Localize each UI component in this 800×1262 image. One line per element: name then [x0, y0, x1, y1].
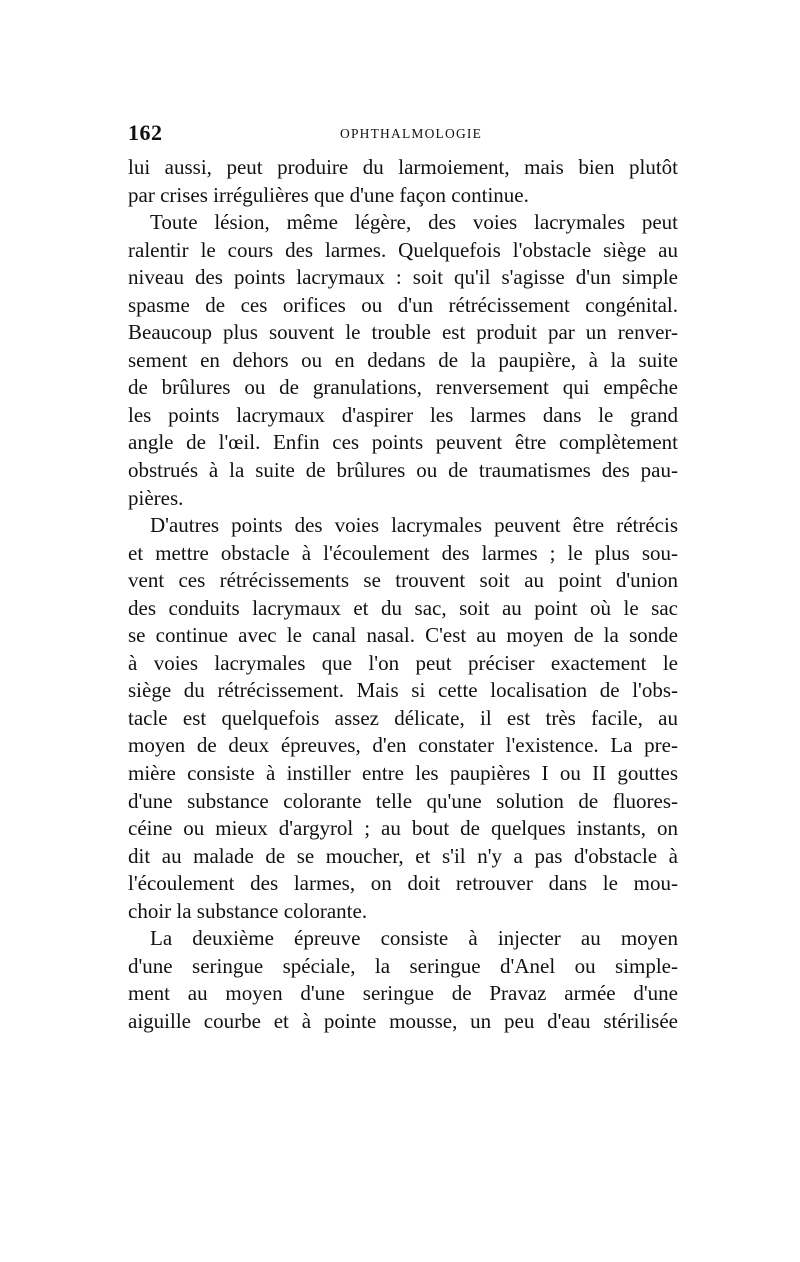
text-line: pières.	[128, 485, 184, 510]
text-line: vent ces rétrécissements se trouvent soit au point d'union	[128, 568, 678, 593]
page-header	[128, 120, 678, 144]
text-line: ment au moyen d'une seringue de Pravaz armée d'une	[128, 981, 678, 1006]
text-line: niveau des points lacrymaux : soit qu'il s'agisse d'un simple	[128, 265, 678, 290]
text-line: sement en dehors ou en dedans de la paupière, à la suite	[128, 347, 678, 372]
text-line: obstrués à la suite de brûlures ou de traumatismes des pau-	[128, 458, 678, 483]
text-line: Beaucoup plus souvent le trouble est produit par un renver-	[128, 320, 678, 345]
text-line: l'écoulement des larmes, on doit retrouver dans le mou-	[128, 871, 678, 896]
text-line: ralentir le cours des larmes. Quelquefois l'obstacle siège au	[128, 237, 678, 262]
text-line: tacle est quelquefois assez délicate, il est très facile, au	[128, 705, 678, 730]
text-line: d'une substance colorante telle qu'une solution de fluores-	[128, 788, 678, 813]
text-line: céine ou mieux d'argyrol ; au bout de quelques instants, on	[128, 816, 678, 841]
text-line: d'une seringue spéciale, la seringue d'Anel ou simple-	[128, 953, 678, 978]
text-line: dit au malade de se moucher, et s'il n'y a pas d'obstacle à	[128, 843, 678, 868]
text-line: moyen de deux épreuves, d'en constater l'existence. La pre-	[128, 733, 678, 758]
page-number: 162	[128, 120, 163, 145]
text-line: aiguille courbe et à pointe mousse, un peu d'eau stérilisée	[128, 1008, 678, 1033]
text-line: se continue avec le canal nasal. C'est au moyen de la sonde	[128, 623, 678, 648]
text-line: choir la substance colorante.	[128, 898, 368, 923]
text-line: La deuxième épreuve consiste à injecter au moyen	[150, 926, 678, 951]
text-line: siège du rétrécissement. Mais si cette localisation de l'obs-	[128, 678, 678, 703]
text-line: des conduits lacrymaux et du sac, soit au point où le sac	[128, 595, 678, 620]
text-line: spasme de ces orifices ou d'un rétrécissement congénital.	[128, 292, 678, 317]
body-text	[128, 154, 678, 1036]
running-head: OPHTHALMOLOGIE	[340, 126, 483, 141]
text-line: Toute lésion, même légère, des voies lacrymales peut	[150, 210, 678, 235]
text-line: de brûlures ou de granulations, renversement qui empêche	[128, 375, 678, 400]
text-line: les points lacrymaux d'aspirer les larmes dans le grand	[128, 402, 678, 427]
text-line: angle de l'œil. Enfin ces points peuvent être complètement	[128, 430, 678, 455]
text-line: à voies lacrymales que l'on peut préciser exactement le	[128, 650, 678, 675]
text-line: mière consiste à instiller entre les paupières I ou II gouttes	[128, 761, 678, 786]
text-line: et mettre obstacle à l'écoulement des larmes ; le plus sou-	[128, 540, 678, 565]
text-line: par crises irrégulières que d'une façon continue.	[128, 182, 529, 207]
text-line: lui aussi, peut produire du larmoiement, mais bien plutôt	[128, 155, 678, 179]
text-line: D'autres points des voies lacrymales peuvent être rétrécis	[150, 513, 678, 538]
